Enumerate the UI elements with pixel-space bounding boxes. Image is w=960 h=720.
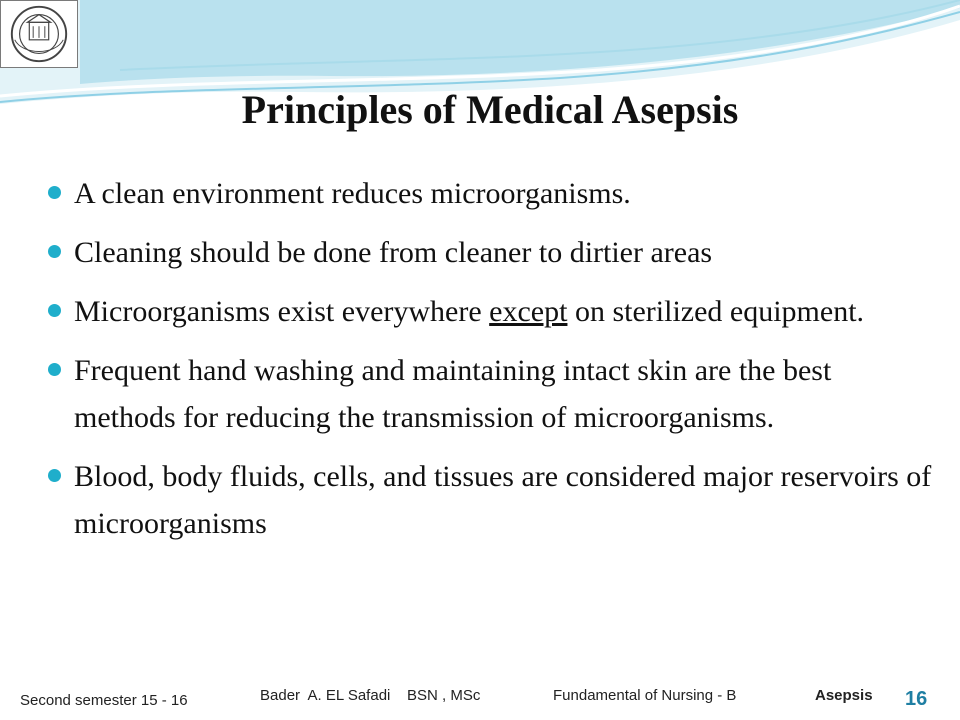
footer-topic: Asepsis	[815, 687, 873, 704]
bullet-text-before: Microorganisms exist everywhere	[74, 295, 490, 328]
footer-author: Bader A. EL Safadi BSN , MSc	[260, 687, 481, 704]
bullet-text: Frequent hand washing and maintaining intact skin are the best methods for reducing the transmission of microorganisms.	[74, 354, 832, 434]
bullet-item	[48, 170, 938, 217]
bullet-dot-icon	[48, 363, 61, 376]
bullet-dot-icon	[48, 304, 61, 317]
slide-title: Principles of Medical Asepsis	[241, 87, 739, 132]
bullet-list	[48, 170, 938, 559]
bullet-text-after: on sterilized equipment.	[567, 295, 865, 328]
page-number: 16	[905, 688, 928, 710]
bullet-dot-icon	[48, 186, 61, 199]
bullet-text: A clean environment reduces microorganisms.	[74, 177, 631, 210]
bullet-dot-icon	[48, 245, 61, 258]
bullet-emphasis-except: except	[489, 295, 568, 328]
bullet-text: Cleaning should be done from cleaner to dirtier areas	[74, 236, 713, 269]
footer-course: Fundamental of Nursing - B	[553, 687, 737, 704]
footer-semester: Second semester 15 - 16	[20, 692, 188, 709]
bullet-item	[48, 288, 938, 335]
university-seal-icon	[1, 1, 77, 67]
bullet-item	[48, 453, 938, 547]
university-logo	[0, 0, 78, 68]
bullet-item	[48, 347, 938, 441]
bullet-text: Blood, body fluids, cells, and tissues are considered major reservoirs of microorganisms	[74, 460, 932, 540]
bullet-item	[48, 229, 938, 276]
bullet-dot-icon	[48, 469, 61, 482]
